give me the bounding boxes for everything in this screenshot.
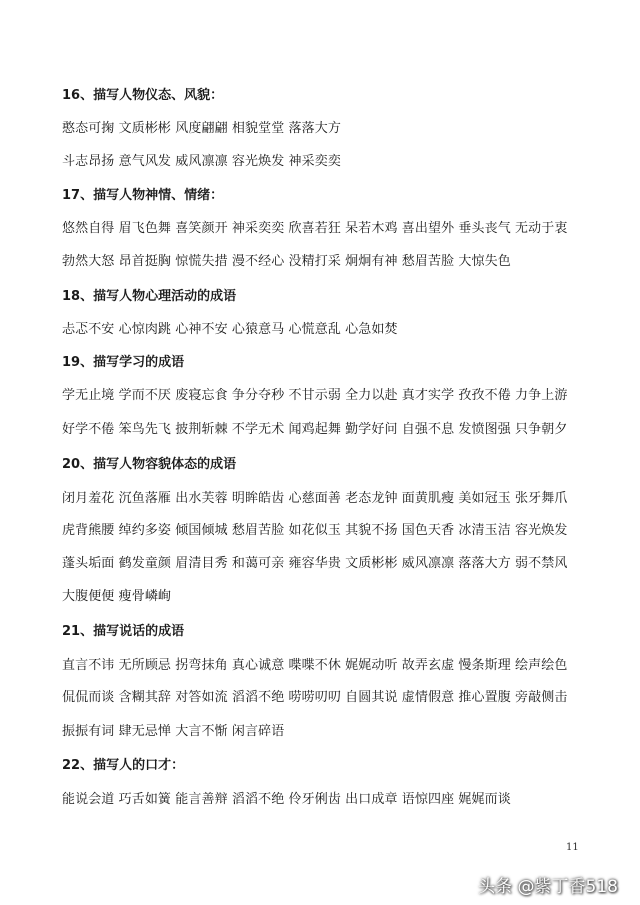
idiom-line: 勃然大怒 昂首挺胸 惊慌失措 漫不经心 没精打采 炯炯有神 愁眉苦脸 大惊失色 xyxy=(62,254,511,269)
section-heading-22: 22、描写人的口才： xyxy=(62,758,185,773)
section-heading-16: 16、描写人物仪态、风貌： xyxy=(62,88,224,103)
section-heading-20: 20、描写人物容貌体态的成语 xyxy=(62,457,237,472)
idiom-line: 斗志昂扬 意气风发 威风凛凛 容光焕发 神采奕奕 xyxy=(62,154,341,169)
watermark: 头条 @紫丁香518 xyxy=(478,877,618,897)
idiom-line: 直言不讳 无所顾忌 拐弯抹角 真心诚意 喋喋不休 娓娓动听 故弄玄虚 慢条斯理 绘声绘色 xyxy=(62,658,568,673)
section-heading-17: 17、描写人物神情、情绪： xyxy=(62,188,224,203)
section-heading-21: 21、描写说话的成语 xyxy=(62,624,185,639)
idiom-line: 悠然自得 眉飞色舞 喜笑颜开 神采奕奕 欣喜若狂 呆若木鸡 喜出望外 垂头丧气 无动于衷 xyxy=(62,221,568,236)
idiom-line: 能说会道 巧舌如簧 能言善辩 滔滔不绝 伶牙俐齿 出口成章 语惊四座 娓娓而谈 xyxy=(62,792,511,807)
idiom-line: 好学不倦 笨鸟先飞 披荆斩棘 不学无术 闻鸡起舞 勤学好问 自强不息 发愤图强 只争朝夕 xyxy=(62,422,568,437)
idiom-line: 虎背熊腰 绰约多姿 倾国倾城 愁眉苦脸 如花似玉 其貌不扬 国色天香 冰清玉洁 容光焕发 xyxy=(62,523,568,538)
idiom-line: 忐忑不安 心惊肉跳 心神不安 心猿意马 心慌意乱 心急如焚 xyxy=(62,322,398,337)
section-heading-19: 19、描写学习的成语 xyxy=(62,355,185,370)
idiom-line: 蓬头垢面 鹤发童颜 眉清目秀 和蔼可亲 雍容华贵 文质彬彬 威风凛凛 落落大方 弱不禁风 xyxy=(62,556,568,571)
idiom-line: 憨态可掬 文质彬彬 风度翩翩 相貌堂堂 落落大方 xyxy=(62,121,341,136)
idiom-line: 侃侃而谈 含糊其辞 对答如流 滔滔不绝 唠唠叨叨 自圆其说 虚情假意 推心置腹 旁敲侧击 xyxy=(62,690,568,705)
idiom-line: 大腹便便 瘦骨嶙峋 xyxy=(62,589,172,604)
section-heading-18: 18、描写人物心理活动的成语 xyxy=(62,289,237,304)
page-number: 11 xyxy=(566,842,579,853)
idiom-line: 学无止境 学而不厌 废寝忘食 争分夺秒 不甘示弱 全力以赴 真才实学 孜孜不倦 力争上游 xyxy=(62,388,568,403)
idiom-line: 闭月羞花 沉鱼落雁 出水芙蓉 明眸皓齿 心慈面善 老态龙钟 面黄肌瘦 美如冠玉 张牙舞爪 xyxy=(62,491,568,506)
idiom-line: 振振有词 肆无忌惮 大言不惭 闲言碎语 xyxy=(62,724,285,739)
